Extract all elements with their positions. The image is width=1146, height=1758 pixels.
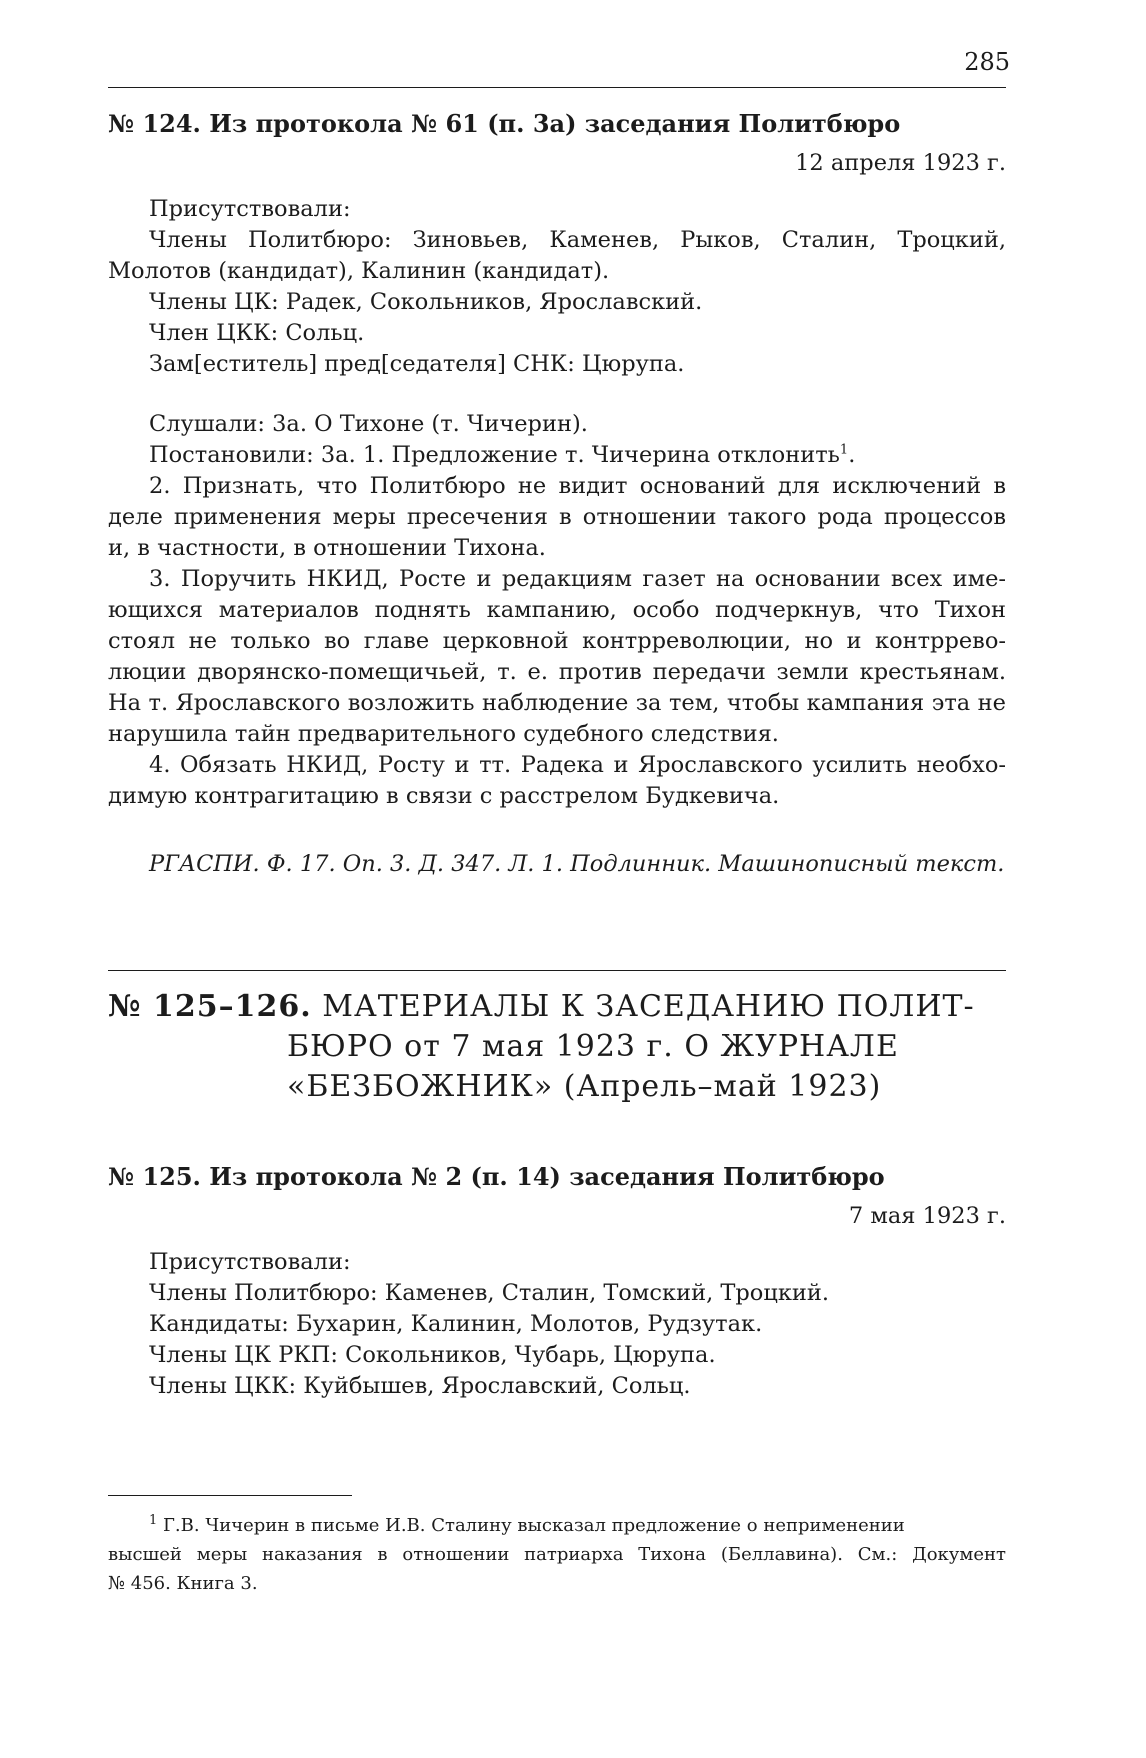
- doc124-present-line: Молотов (кандидат), Калинин (кандидат).: [108, 258, 610, 284]
- footnote-rule: [108, 1495, 352, 1496]
- section-title-line: БЮРО от 7 мая 1923 г. О ЖУРНАЛЕ: [287, 1029, 899, 1064]
- doc124-resolved: [149, 440, 1006, 471]
- doc125-present-label: Присутствовали:: [149, 1249, 351, 1275]
- doc124-paragraph-line: 4. Обязать НКИД, Росту и тт. Радека и Ярославского усилить необхо-: [149, 752, 1006, 778]
- section-title-text: МАТЕРИАЛЫ К ЗАСЕДАНИЮ ПОЛИТ-: [322, 989, 975, 1024]
- doc125-present-line: Члены ЦК РКП: Сокольников, Чубарь, Цюрупа.: [149, 1342, 716, 1368]
- doc124-resolved-end: .: [848, 442, 856, 468]
- doc124-paragraph-line: 3. Поручить НКИД, Росте и редакциям газет на основании всех име-: [149, 566, 1006, 592]
- footnote-line: высшей меры наказания в отношении патриарха Тихона (Беллавина). См.: Документ: [108, 1544, 1006, 1565]
- doc124-paragraph-line: нарушила тайн предварительного судебного следствия.: [108, 721, 779, 747]
- doc124-heading: № 124. Из протокола № 61 (п. 3а) заседания Политбюро: [108, 109, 901, 138]
- footnote-mark: 1: [149, 1513, 158, 1528]
- doc124-paragraph-line: стоял не только во главе церковной контрреволюции, но и контррево-: [108, 628, 1006, 654]
- doc124-date: 12 апреля 1923 г.: [795, 150, 1006, 176]
- doc124-resolved-text: Постановили: 3а. 1. Предложение т. Чичерина отклонить: [149, 442, 840, 468]
- doc124-paragraph-line: деле применения меры пресечения в отношении такого рода процессов: [108, 504, 1006, 530]
- footnote-reference[interactable]: 1: [839, 442, 849, 458]
- section-title-line: «БЕЗБОЖНИК» (Апрель–май 1923): [287, 1069, 882, 1104]
- doc124-paragraph-line: 2. Признать, что Политбюро не видит оснований для исключений в: [149, 473, 1006, 499]
- doc125-date: 7 мая 1923 г.: [848, 1203, 1006, 1229]
- footnote-line: [149, 1512, 905, 1540]
- doc124-heard: Слушали: 3а. О Тихоне (т. Чичерин).: [149, 411, 588, 437]
- doc124-paragraph-line: люции дворянско-помещичьей, т. е. против передачи земли крестьянам.: [108, 659, 1006, 685]
- footnote-line: № 456. Книга 3.: [108, 1573, 258, 1594]
- doc124-present-line: Члены Политбюро: Зиновьев, Каменев, Рыков, Сталин, Троцкий,: [149, 227, 1006, 253]
- doc124-paragraph-line: димую контрагитацию в связи с расстрелом Будкевича.: [108, 783, 780, 809]
- doc125-present-line: Члены Политбюро: Каменев, Сталин, Томский, Троцкий.: [149, 1280, 830, 1306]
- doc124-paragraph-line: ющихся материалов поднять кампанию, особо подчеркнув, что Тихон: [108, 597, 1006, 623]
- header-rule: [108, 87, 1006, 88]
- page-number: 285: [964, 48, 1010, 76]
- section-title-line: [108, 988, 975, 1026]
- doc124-paragraph-line: и, в частности, в отношении Тихона.: [108, 535, 546, 561]
- doc124-present-label: Присутствовали:: [149, 196, 351, 222]
- doc125-present-line: Кандидаты: Бухарин, Калинин, Молотов, Рудзутак.: [149, 1311, 763, 1337]
- doc125-present-line: Члены ЦКК: Куйбышев, Ярославский, Сольц.: [149, 1373, 691, 1399]
- footnote-text: Г.В. Чичерин в письме И.В. Сталину высказал предложение о неприменении: [163, 1515, 905, 1536]
- doc124-paragraph-line: На т. Ярославского возложить наблюдение за тем, чтобы кампания эта не: [108, 690, 1006, 716]
- doc124-present-line: Члены ЦК: Радек, Сокольников, Ярославский.: [149, 289, 703, 315]
- doc124-present-line: Зам[еститель] пред[седателя] СНК: Цюрупа.: [149, 351, 685, 377]
- doc125-heading: № 125. Из протокола № 2 (п. 14) заседания Политбюро: [108, 1162, 885, 1191]
- section-number: № 125–126.: [108, 989, 312, 1024]
- section-rule: [108, 970, 1006, 971]
- doc124-present-line: Член ЦКК: Сольц.: [149, 320, 365, 346]
- doc124-archive-source: РГАСПИ. Ф. 17. Оп. 3. Д. 347. Л. 1. Подлинник. Машинописный текст.: [149, 851, 1005, 877]
